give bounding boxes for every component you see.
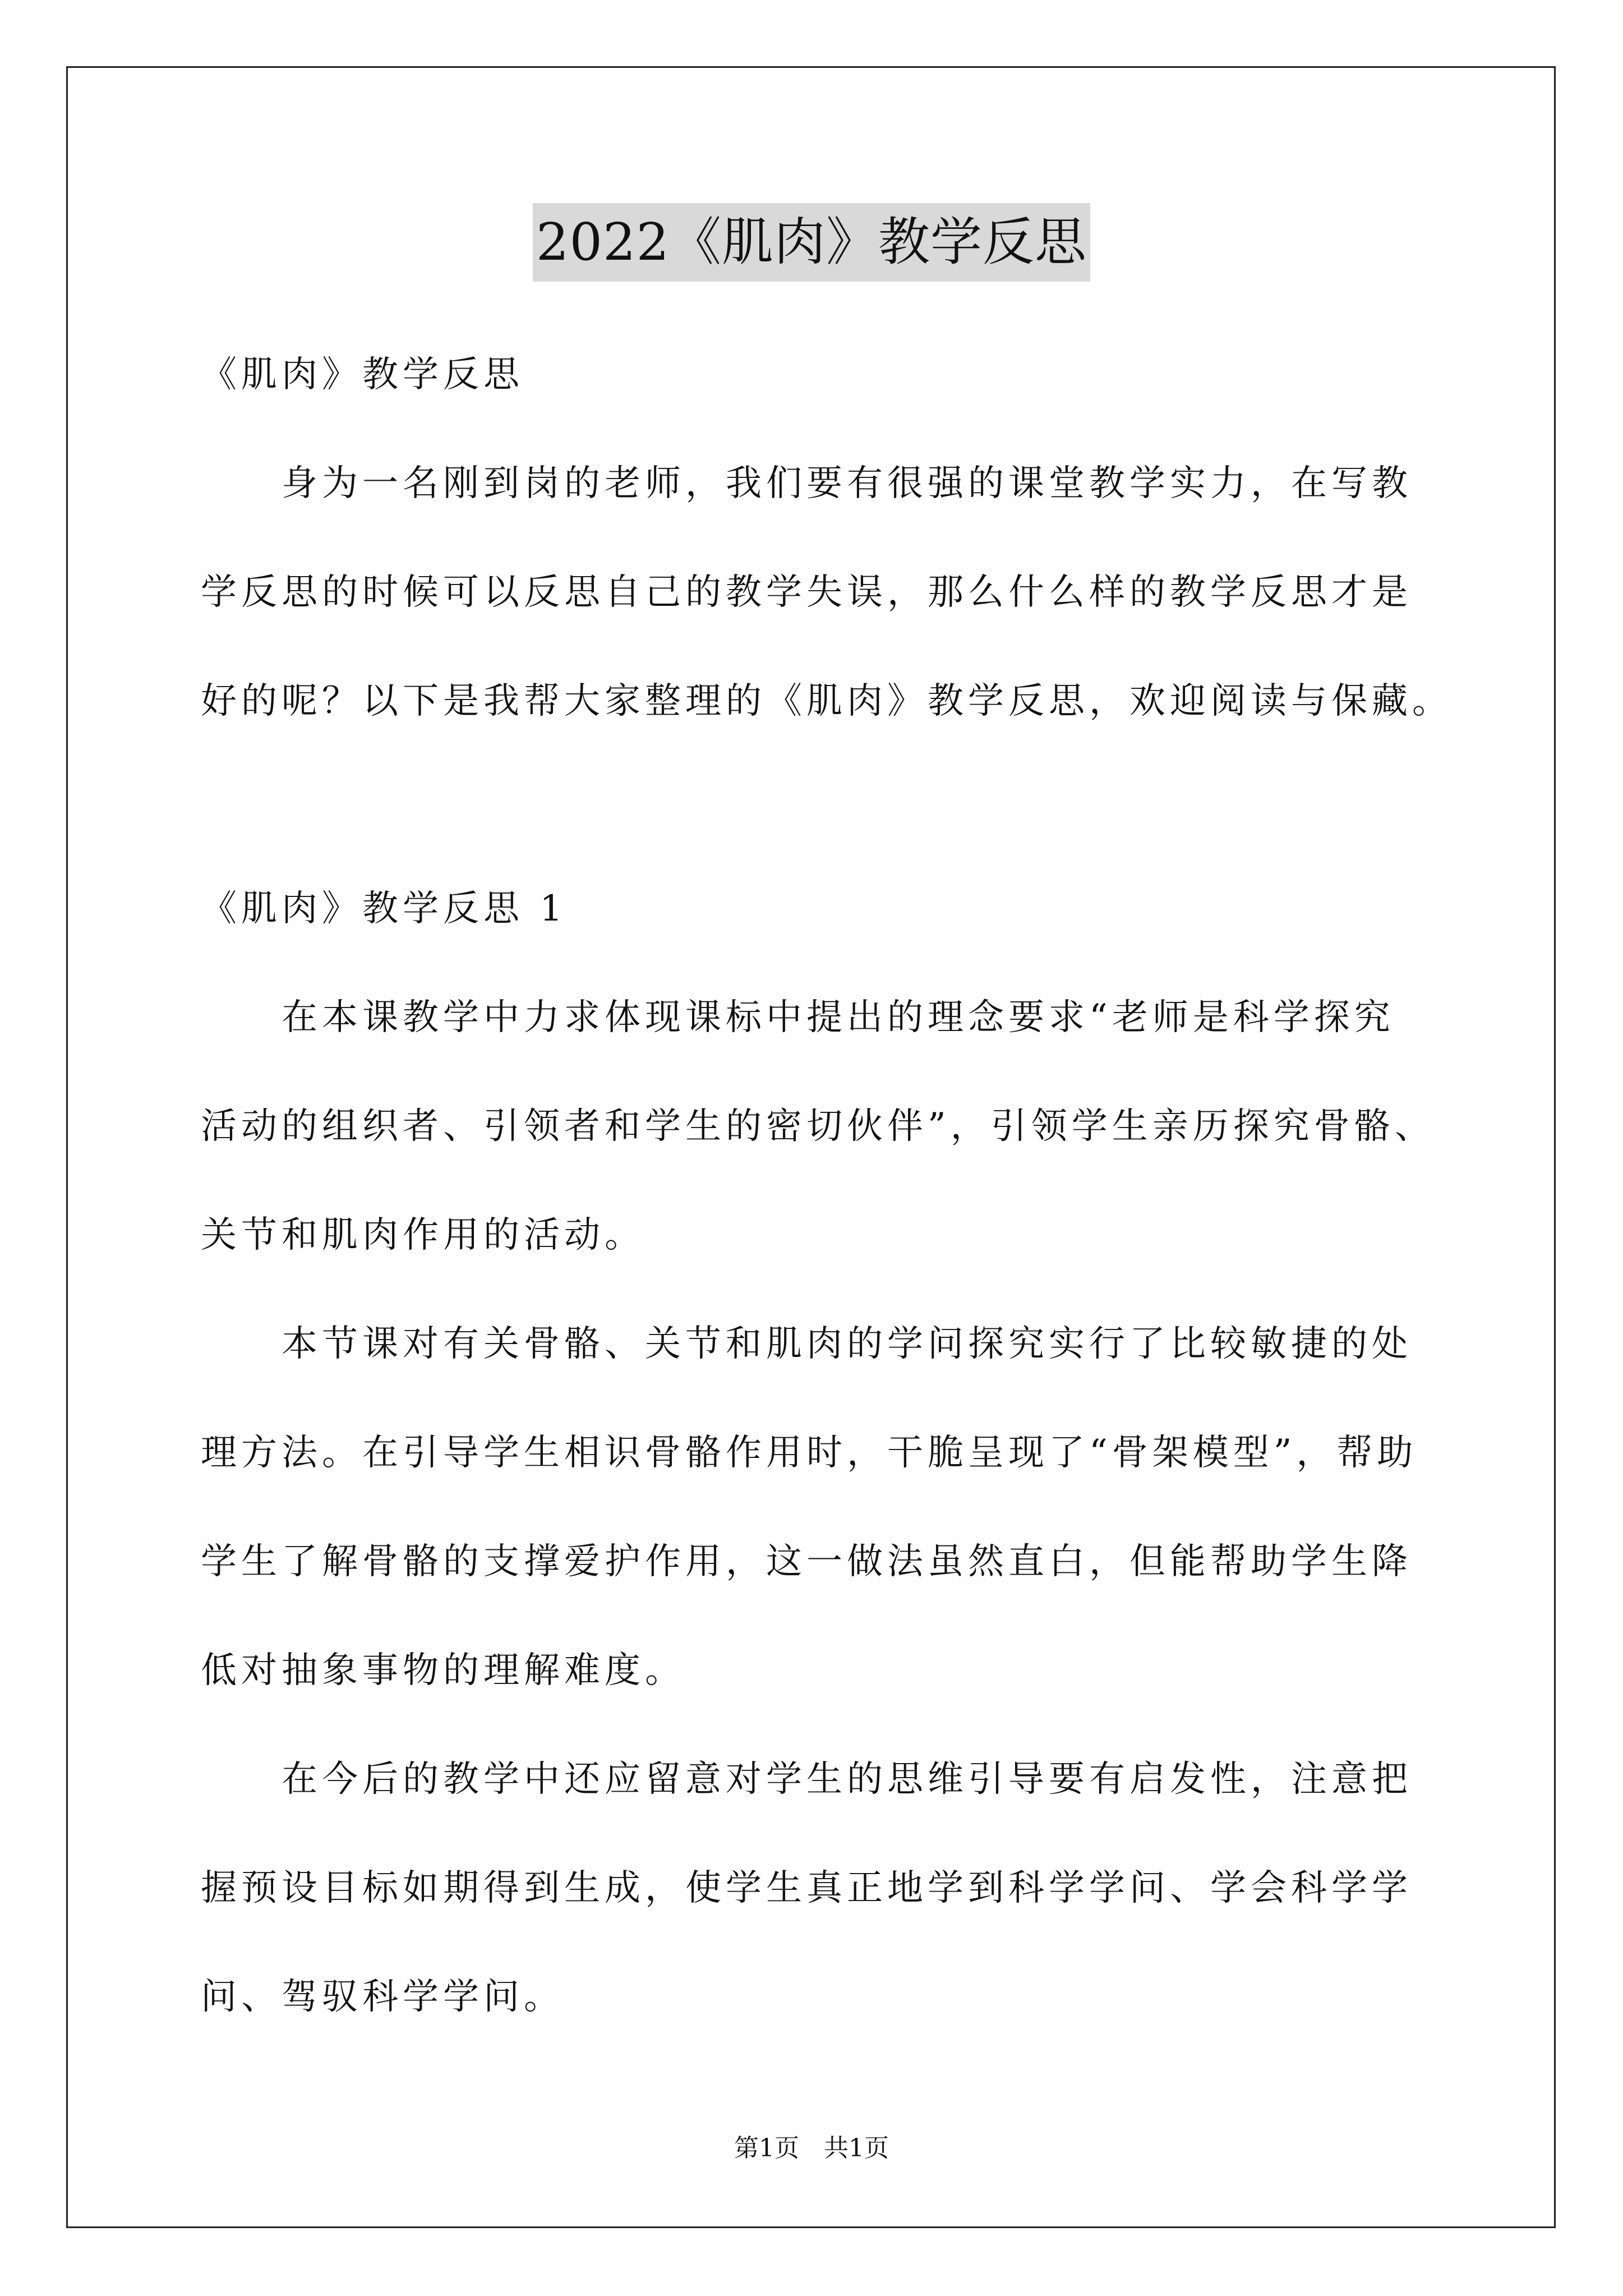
intro-line-3: 好的呢？以下是我帮大家整理的《肌肉》教学反思，欢迎阅读与保藏。 (201, 680, 1453, 722)
para1-line-2: 活动的组织者、引领者和学生的密切伙伴”，引领学生亲历探究骨骼、 (201, 1106, 1435, 1147)
intro-line-1: 身为一名刚到岗的老师，我们要有很强的课堂教学实力，在写教 (282, 463, 1412, 504)
document-subtitle: 《肌肉》教学反思 (201, 354, 524, 395)
para1-line-1: 在本课教学中力求体现课标中提出的理念要求“老师是科学探究 (282, 997, 1395, 1038)
para2-line-4: 低对抽象事物的理解难度。 (201, 1650, 685, 1691)
para2-line-2: 理方法。在引导学生相识骨骼作用时，干脆呈现了“骨架模型”，帮助 (201, 1432, 1418, 1474)
page-footer: 第1页 共1页 (734, 2134, 889, 2162)
para2-line-1: 本节课对有关骨骼、关节和肌肉的学问探究实行了比较敏捷的处 (282, 1323, 1412, 1365)
para3-line-2: 握预设目标如期得到生成，使学生真正地学到科学学问、学会科学学 (201, 1867, 1412, 1909)
intro-line-2: 学反思的时候可以反思自己的教学失误，那么什么样的教学反思才是 (201, 572, 1412, 613)
document-title: 2022《肌肉》教学反思 (533, 203, 1090, 282)
para3-line-1: 在今后的教学中还应留意对学生的思维引导要有启发性，注意把 (282, 1759, 1412, 1800)
para3-line-3: 问、驾驭科学学问。 (201, 1976, 564, 2018)
para2-line-3: 学生了解骨骼的支撑爱护作用，这一做法虽然直白，但能帮助学生降 (201, 1541, 1412, 1582)
title-container (0, 203, 1623, 282)
section-heading: 《肌肉》教学反思 1 (201, 888, 568, 930)
para1-line-3: 关节和肌肉作用的活动。 (201, 1214, 645, 1256)
